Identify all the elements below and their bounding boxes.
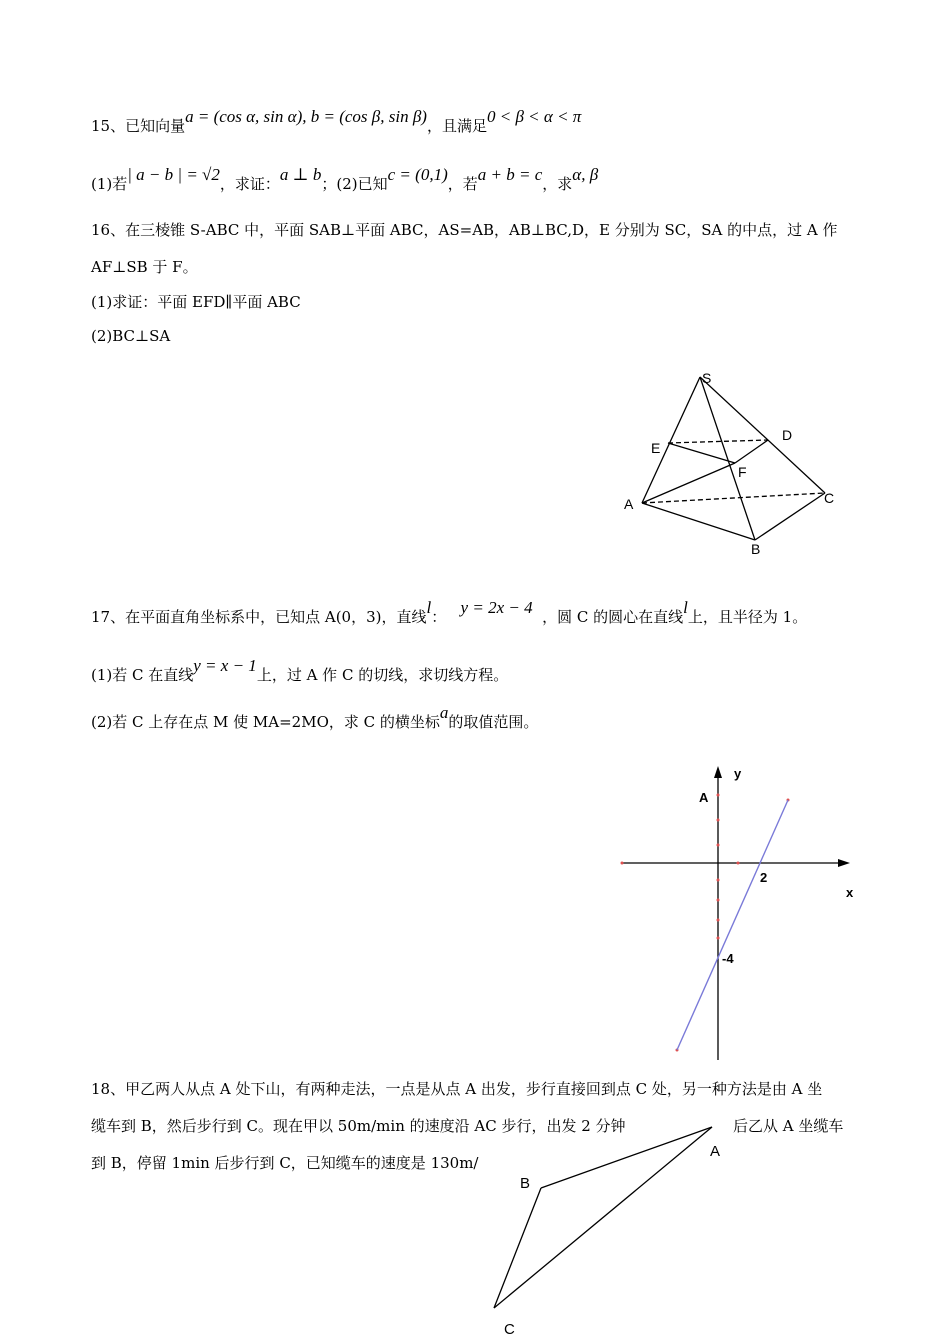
tick-dot [717, 899, 720, 902]
label-a: A [624, 496, 634, 512]
q15-target-expr: α, β [572, 165, 599, 184]
q17-coordinate-figure [610, 760, 870, 1065]
q18-triangle-figure [480, 1110, 740, 1340]
q17-part1 [91, 656, 509, 685]
q17-mid: ，圆 C 的圆心在直线 [542, 608, 684, 626]
q15-line2 [91, 165, 599, 194]
label-f: F [738, 464, 747, 480]
edge-ac-dashed [642, 493, 825, 503]
q15-if-text: ，若 [447, 175, 478, 193]
tick-dot [717, 919, 720, 922]
tick-dot [737, 862, 740, 865]
q16-line2: AF⊥SB 于 F。 [91, 258, 198, 276]
q17-part1-post: 上，过 A 作 C 的切线，求切线方程。 [256, 666, 509, 684]
q15-part2-prefix: ；(2)已知 [321, 175, 388, 193]
q17-line-eq: y = 2x − 4 [460, 598, 533, 617]
edge-ab [642, 503, 755, 540]
edge-bc [755, 493, 825, 540]
q18-line2b: 后乙从 A 坐缆车 [733, 1117, 844, 1135]
x-axis-arrow-icon [838, 859, 850, 867]
q17-part2-prefix: (2)若 C 上存在点 M 使 MA=2MO，求 C 的横坐标 [91, 713, 440, 731]
q17-part2 [91, 703, 539, 732]
tick-dot [717, 844, 720, 847]
q18-line3: 到 B，停留 1min 后步行到 C，已知缆车的速度是 130m/ [91, 1154, 479, 1172]
tick-dot [717, 794, 720, 797]
q18-line1: 18、甲乙两人从点 A 处下山，有两种走法，一点是从点 A 出发，步行直接回到点 C 处，另一种方法是由 A 坐 [91, 1080, 823, 1098]
side-ac [494, 1127, 712, 1308]
tick-dot [717, 937, 720, 940]
q16-part1: (1)求证：平面 EFD∥平面 ABC [91, 293, 301, 311]
q18-line2a: 缆车到 B，然后步行到 C。现在甲以 50m/min 的速度沿 AC 步行，出发 2 分钟 [91, 1117, 626, 1135]
edge-ed-dashed [668, 440, 768, 443]
label-s: S [702, 370, 712, 386]
q15-ask-text: ，求 [542, 175, 573, 193]
line-l-plot [677, 800, 788, 1050]
edge-fd [735, 440, 768, 463]
q17-part2-post: 的取值范围。 [448, 713, 539, 731]
label-b: B [751, 541, 761, 557]
q17-colon: ： [431, 608, 447, 626]
edge-sc [700, 377, 825, 493]
edge-ef [668, 443, 735, 463]
q17-part2-var: a [439, 703, 449, 722]
q16-part2: (2)BC⊥SA [91, 327, 171, 345]
label-d: D [782, 427, 793, 443]
label-x-intercept: 2 [760, 870, 768, 885]
label-c: C [824, 490, 835, 506]
q15-part1-prefix: (1)若 [91, 175, 128, 193]
q15-prove-text: ，求证： [219, 175, 280, 193]
label-c: C [504, 1321, 515, 1338]
label-x: x [846, 885, 854, 900]
edge-sb [700, 377, 755, 540]
q17-line1 [91, 598, 808, 627]
q15-norm-expr: | a − b | = √2 [127, 165, 220, 184]
tick-dot [717, 879, 720, 882]
tick-dot [717, 819, 720, 822]
q15-c-expr: c = (0,1) [387, 165, 448, 184]
q17-line-l: l [426, 598, 432, 617]
q15-sum-expr: a + b = c [477, 165, 543, 184]
q17-prefix: 17、在平面直角坐标系中，已知点 A(0，3)，直线 [91, 608, 427, 626]
q15-condition-expr: 0 < β < α < π [486, 107, 582, 126]
edge-af [642, 463, 735, 503]
q17-part1-eq: y = x − 1 [193, 656, 257, 675]
label-a: A [710, 1143, 721, 1160]
q17-part1-prefix: (1)若 C 在直线 [91, 666, 194, 684]
label-b: B [520, 1175, 531, 1192]
q15-line1 [91, 107, 582, 136]
side-bc [494, 1188, 541, 1308]
q17-line-l2: l [683, 598, 688, 617]
q15-perp-expr: a ⊥ b [279, 165, 322, 184]
label-e: E [651, 440, 661, 456]
tick-dot [621, 862, 624, 865]
label-y: y [734, 766, 742, 781]
side-ab [541, 1127, 712, 1188]
y-axis-arrow-icon [714, 766, 722, 778]
q15-condition-text: ，且满足 [426, 117, 487, 135]
label-point-a: A [699, 790, 709, 805]
q15-vectors-expr: a = (cos α, sin α), b = (cos β, sin β) [185, 107, 427, 126]
q16-line1: 16、在三棱锥 S-ABC 中，平面 SAB⊥平面 ABC，AS=AB，AB⊥BC,D，E 分别为 SC，SA 的中点，过 A 作 [91, 221, 838, 239]
q16-pyramid-figure [610, 365, 850, 560]
q17-post: 上，且半径为 1。 [687, 608, 808, 626]
label-y-intercept: -4 [722, 951, 734, 966]
q15-number: 15、已知向量 [91, 117, 186, 135]
